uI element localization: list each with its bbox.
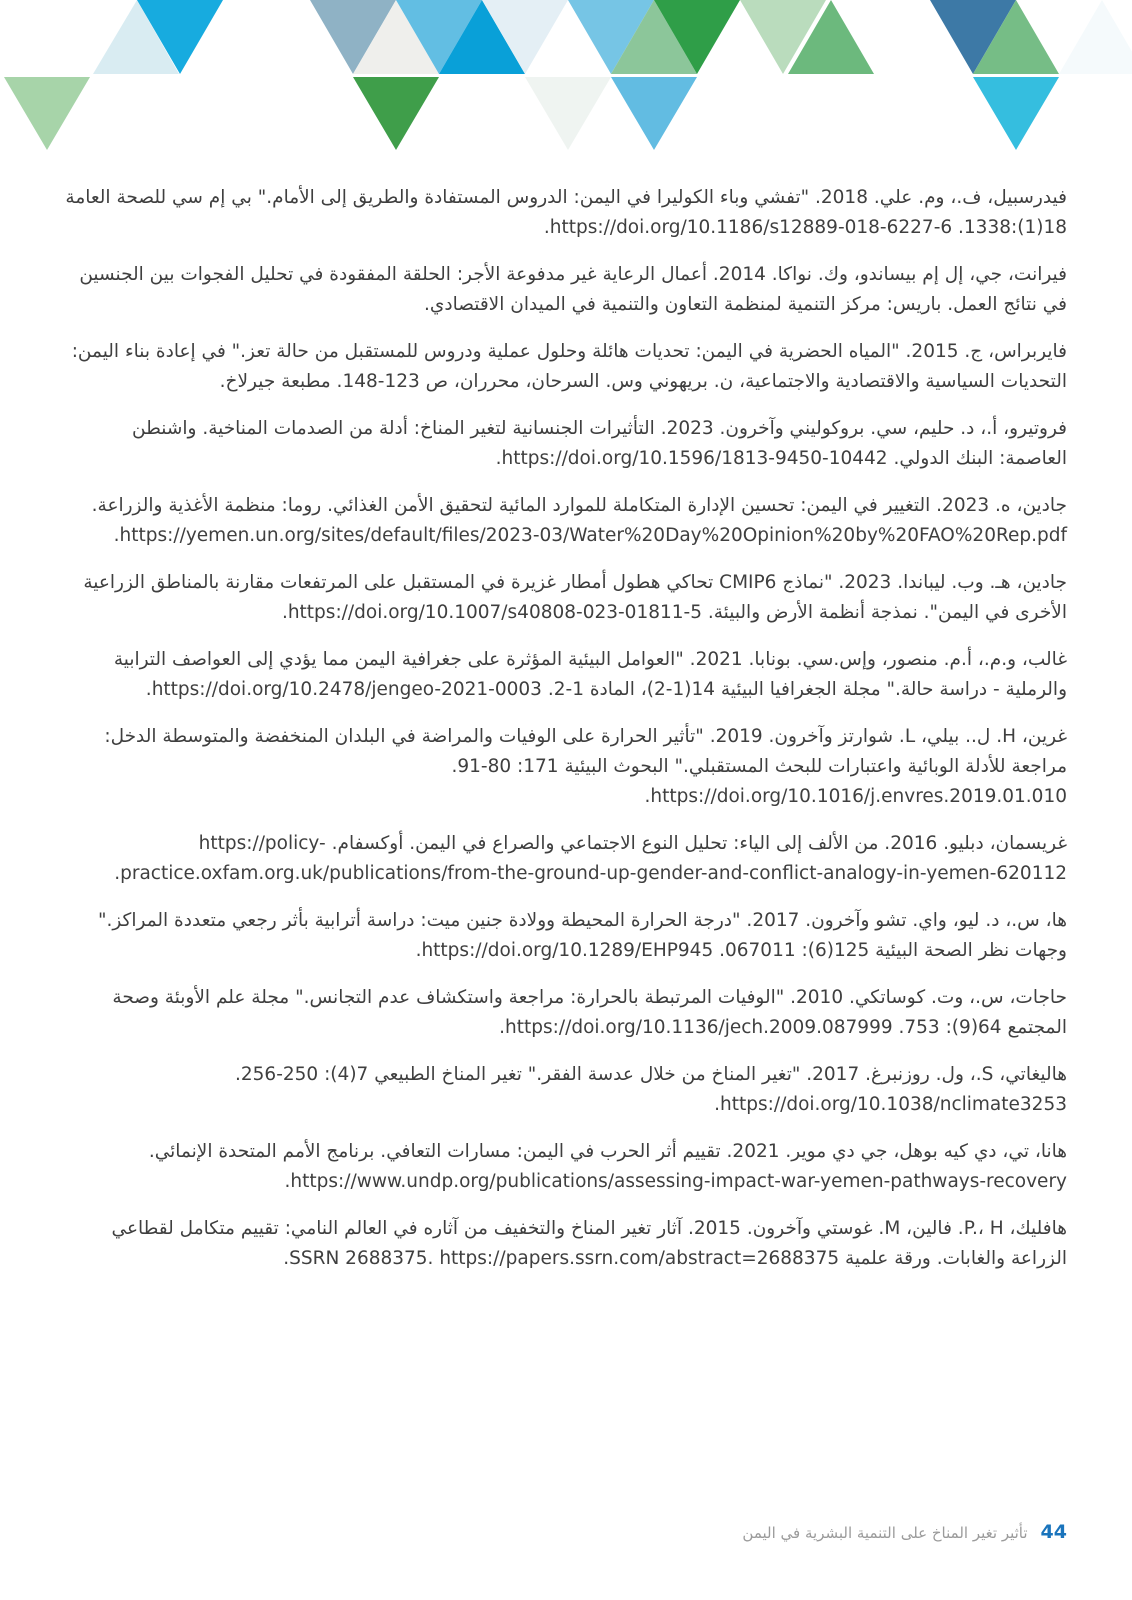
reference-item: هاليغاتي، S.، ول. روزنبرغ. 2017. "تغير المناخ من خلال عدسة الفقر." تغير المناخ الطبيعي 7(4): 250-256. https://doi.org/10.1038/nclimate3253. [234, 1064, 1067, 1115]
reference-item: فيدرسبيل، ف.، وم. علي. 2018. "تفشي وباء الكوليرا في اليمن: الدروس المستفادة والطريق إلى الأمام." بي إم سي للصحة العامة 18(1):1338. https://doi.org/10.1186/s12889-018-6227-6. [65, 187, 1067, 238]
references-list [65, 183, 1067, 1291]
footer-doc-title: تأثير تغير المناخ على التنمية البشرية في اليمن [742, 1524, 1028, 1542]
reference-item: جادين، ه. 2023. التغيير في اليمن: تحسين الإدارة المتكاملة للموارد المائية لتحقيق الأمن الغذائي. روما: منظمة الأغذية والزراعة. https://yemen.un.org/sites/default/files/2023-03/Water%20Day%20Opinion%20by%20FAO%20Rep.pdf. [91, 495, 1067, 546]
reference-item: هافليك، P.، H. فالين، M. غوستي وآخرون. 2015. آثار تغير المناخ والتخفيف من آثاره في العالم النامي: تقييم متكامل لقطاعي الزراعة والغابات. ورقة علمية SSRN 2688375. https://papers.ssrn.com/abstract=2688375. [111, 1218, 1067, 1269]
reference-item: حاجات، س.، وت. كوساتكي. 2010. "الوفيات المرتبطة بالحرارة: مراجعة واستكشاف عدم التجانس." مجلة علم الأوبئة وصحة المجتمع 64(9): 753. https://doi.org/10.1136/jech.2009.087999. [112, 987, 1067, 1038]
banner-triangle [1059, 0, 1132, 74]
page-number: 44 [1040, 1521, 1067, 1543]
reference-item: غريسمان، دبليو. 2016. من الألف إلى الياء: تحليل النوع الاجتماعي والصراع في اليمن. أوكسفام. https://policy-practice.oxfam.org.uk/publications/from-the-ground-up-gender-and-conflict-analogy-in-yemen-620112. [114, 833, 1067, 884]
reference-item: هانا، تي، دي كيه بوهل، جي دي موير. 2021. تقييم أثر الحرب في اليمن: مسارات التعافي. برنامج الأمم المتحدة الإنمائي. https://www.undp.org/publications/assessing-impact-war-yemen-pathways-recovery. [148, 1141, 1067, 1192]
reference-item: جادين، هـ. وب. ليباندا. 2023. "نماذج CMIP6 تحاكي هطول أمطار غزيرة في المستقبل على المرتفعات مقارنة بالمناطق الزراعية الأخرى في اليمن". نمذجة أنظمة الأرض والبيئة. https://doi.org/10.1007/s40808-023-01811-5. [83, 572, 1067, 623]
reference-item: فايربراس، ج. 2015. "المياه الحضرية في اليمن: تحديات هائلة وحلول عملية ودروس للمستقبل من حالة تعز." في إعادة بناء اليمن: التحديات السياسية والاقتصادية والاجتماعية، ن. بريهوني وس. السرحان، محرران، ص 123-148. مطبعة جيرلاخ. [71, 341, 1067, 392]
reference-item: غرين، H. ل.. بيلي، L. شوارتز وآخرون. 2019. "تأثير الحرارة على الوفيات والمراضة في البلدان المنخفضة والمتوسطة الدخل: مراجعة للأدلة الوبائية واعتبارات للبحث المستقبلي." البحوث البيئية 171: 80-91. https://doi.org/10.1016/j.envres.2019.01.010. [104, 726, 1067, 807]
reference-item: فروتيرو، أ.، د. حليم، سي. بروكوليني وآخرون. 2023. التأثيرات الجنسانية لتغير المناخ: أدلة من الصدمات المناخية. واشنطن العاصمة: البنك الدولي. https://doi.org/10.1596/1813-9450-10442. [132, 418, 1067, 469]
banner-triangle [4, 77, 90, 150]
banner-triangle [525, 77, 611, 150]
banner-triangle [973, 77, 1059, 150]
page-footer [65, 1521, 1067, 1543]
decorative-triangles-banner [0, 0, 1132, 150]
banner-triangle [611, 77, 697, 150]
reference-item: فيرانت، جي، إل إم بيساندو، وك. نواكا. 2014. أعمال الرعاية غير مدفوعة الأجر: الحلقة المفقودة في تحليل الفجوات بين الجنسين في نتائج العمل. باريس: مركز التنمية لمنظمة التعاون والتنمية في الميدان الاقتصادي. [79, 264, 1067, 315]
banner-triangle [353, 77, 439, 150]
reference-item: ها، س.، د. ليو، واي. تشو وآخرون. 2017. "درجة الحرارة المحيطة وولادة جنين ميت: دراسة أترابية بأثر رجعي متعددة المراكز." وجهات نظر الصحة البيئية 125(6): 067011. https://doi.org/10.1289/EHP945. [97, 910, 1067, 961]
reference-item: غالب، و.م.، أ.م. منصور، وإس.سي. بونابا. 2021. "العوامل البيئية المؤثرة على جغرافية اليمن مما يؤدي إلى العواصف الترابية والرملية - دراسة حالة." مجلة الجغرافيا البيئية 14(1-2)، المادة 1-2. https://doi.org/10.2478/jengeo-2021-0003. [113, 649, 1067, 700]
